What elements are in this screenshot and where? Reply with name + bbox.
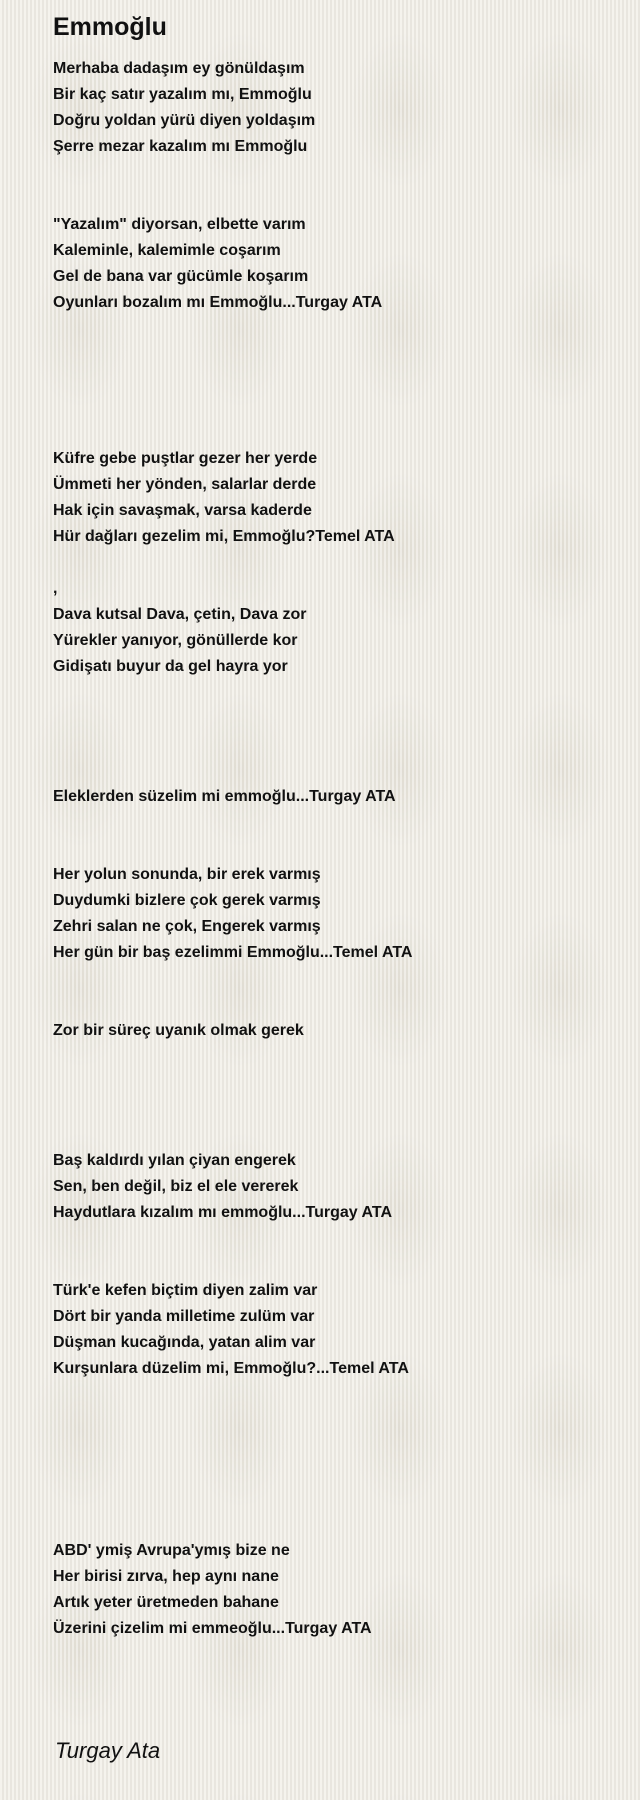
poem-line — [53, 810, 613, 836]
poem-line: Kaleminle, kalemimle coşarım — [53, 242, 281, 259]
poem-line — [53, 368, 613, 394]
poem-line: Merhaba dadaşım ey gönüldaşım — [53, 60, 305, 77]
poem-line: Hür dağları gezelim mi, Emmoğlu?Temel ATA — [53, 528, 395, 545]
poem-line: Her gün bir baş ezelimmi Emmoğlu...Temel ATA — [53, 944, 413, 961]
poem-line: Üzerini çizelim mi emmeoğlu...Turgay ATA — [53, 1620, 372, 1637]
poem-line: Her yolun sonunda, bir erek varmış — [53, 866, 321, 883]
poem-line: ABD' ymiş Avrupa'ymış bize ne — [53, 1542, 290, 1559]
poem-line: Şerre mezar kazalım mı Emmoğlu — [53, 138, 308, 155]
poem-line: Ümmeti her yönden, salarlar derde — [53, 476, 317, 493]
poem-line: Yürekler yanıyor, gönüllerde kor — [53, 632, 298, 649]
poem-line — [53, 1408, 613, 1434]
poem-line — [53, 1226, 613, 1252]
poem-line — [53, 186, 613, 212]
poem-line — [53, 992, 613, 1018]
poem-line: Gel de bana var gücümle koşarım — [53, 268, 309, 285]
poem-line: Oyunları bozalım mı Emmoğlu...Turgay ATA — [53, 294, 383, 311]
poem-title: Emmoğlu — [53, 13, 167, 41]
poem-line: Her birisi zırva, hep aynı nane — [53, 1568, 279, 1585]
poem-line: Artık yeter üretmeden bahane — [53, 1594, 279, 1611]
poem-line — [53, 732, 613, 758]
poem-line: Gidişatı buyur da gel hayra yor — [53, 658, 288, 675]
poem-line: Bir kaç satır yazalım mı, Emmoğlu — [53, 86, 312, 103]
poem-line: , — [53, 580, 58, 597]
poem-line — [53, 966, 613, 992]
poem-line: Türk'e kefen biçtim diyen zalim var — [53, 1282, 318, 1299]
poem-line: Eleklerden süzelim mi emmoğlu...Turgay ATA — [53, 788, 396, 805]
poem-author: Turgay Ata — [55, 1738, 161, 1763]
poem-line: Sen, ben değil, biz el ele vererek — [53, 1178, 299, 1195]
poem-line: Dava kutsal Dava, çetin, Dava zor — [53, 606, 307, 623]
poem-line — [53, 394, 613, 420]
poem-line: Zehri salan ne çok, Engerek varmış — [53, 918, 321, 935]
poem-line: Haydutlara kızalım mı emmoğlu...Turgay ATA — [53, 1204, 393, 1221]
poem-line: Baş kaldırdı yılan çiyan engerek — [53, 1152, 296, 1169]
poem-line: Kurşunlara düzelim mi, Emmoğlu?...Temel ATA — [53, 1360, 409, 1377]
poem-line: Doğru yoldan yürü diyen yoldaşım — [53, 112, 316, 129]
poem-line: Duydumki bizlere çok gerek varmış — [53, 892, 321, 909]
poem-line — [53, 1512, 613, 1538]
poem-line — [53, 1070, 613, 1096]
poem-line: Küfre gebe puştlar gezer her yerde — [53, 450, 318, 467]
poem-line — [53, 706, 613, 732]
poem-line — [53, 1044, 613, 1070]
poem-line — [53, 550, 613, 576]
poem-line — [53, 836, 613, 862]
poem-line — [53, 758, 613, 784]
poem-line — [53, 316, 613, 342]
poem-line: Hak için savaşmak, varsa kaderde — [53, 502, 312, 519]
poem-line — [53, 1382, 613, 1408]
poem-line: Zor bir süreç uyanık olmak gerek — [53, 1022, 304, 1039]
poem-line: "Yazalım" diyorsan, elbette varım — [53, 216, 306, 233]
poem-line — [53, 680, 613, 706]
poem-line: Düşman kucağında, yatan alim var — [53, 1334, 316, 1351]
poem-line — [53, 1434, 613, 1460]
poem-line — [53, 1122, 613, 1148]
poem-line — [53, 1486, 613, 1512]
poem-line — [53, 1460, 613, 1486]
poem-container — [53, 12, 613, 1642]
poem-line — [53, 1096, 613, 1122]
poem-body — [53, 56, 613, 1642]
poem-line — [53, 342, 613, 368]
poem-line: Dört bir yanda milletime zulüm var — [53, 1308, 315, 1325]
poem-line — [53, 160, 613, 186]
poem-line — [53, 420, 613, 446]
poem-line — [53, 1252, 613, 1278]
